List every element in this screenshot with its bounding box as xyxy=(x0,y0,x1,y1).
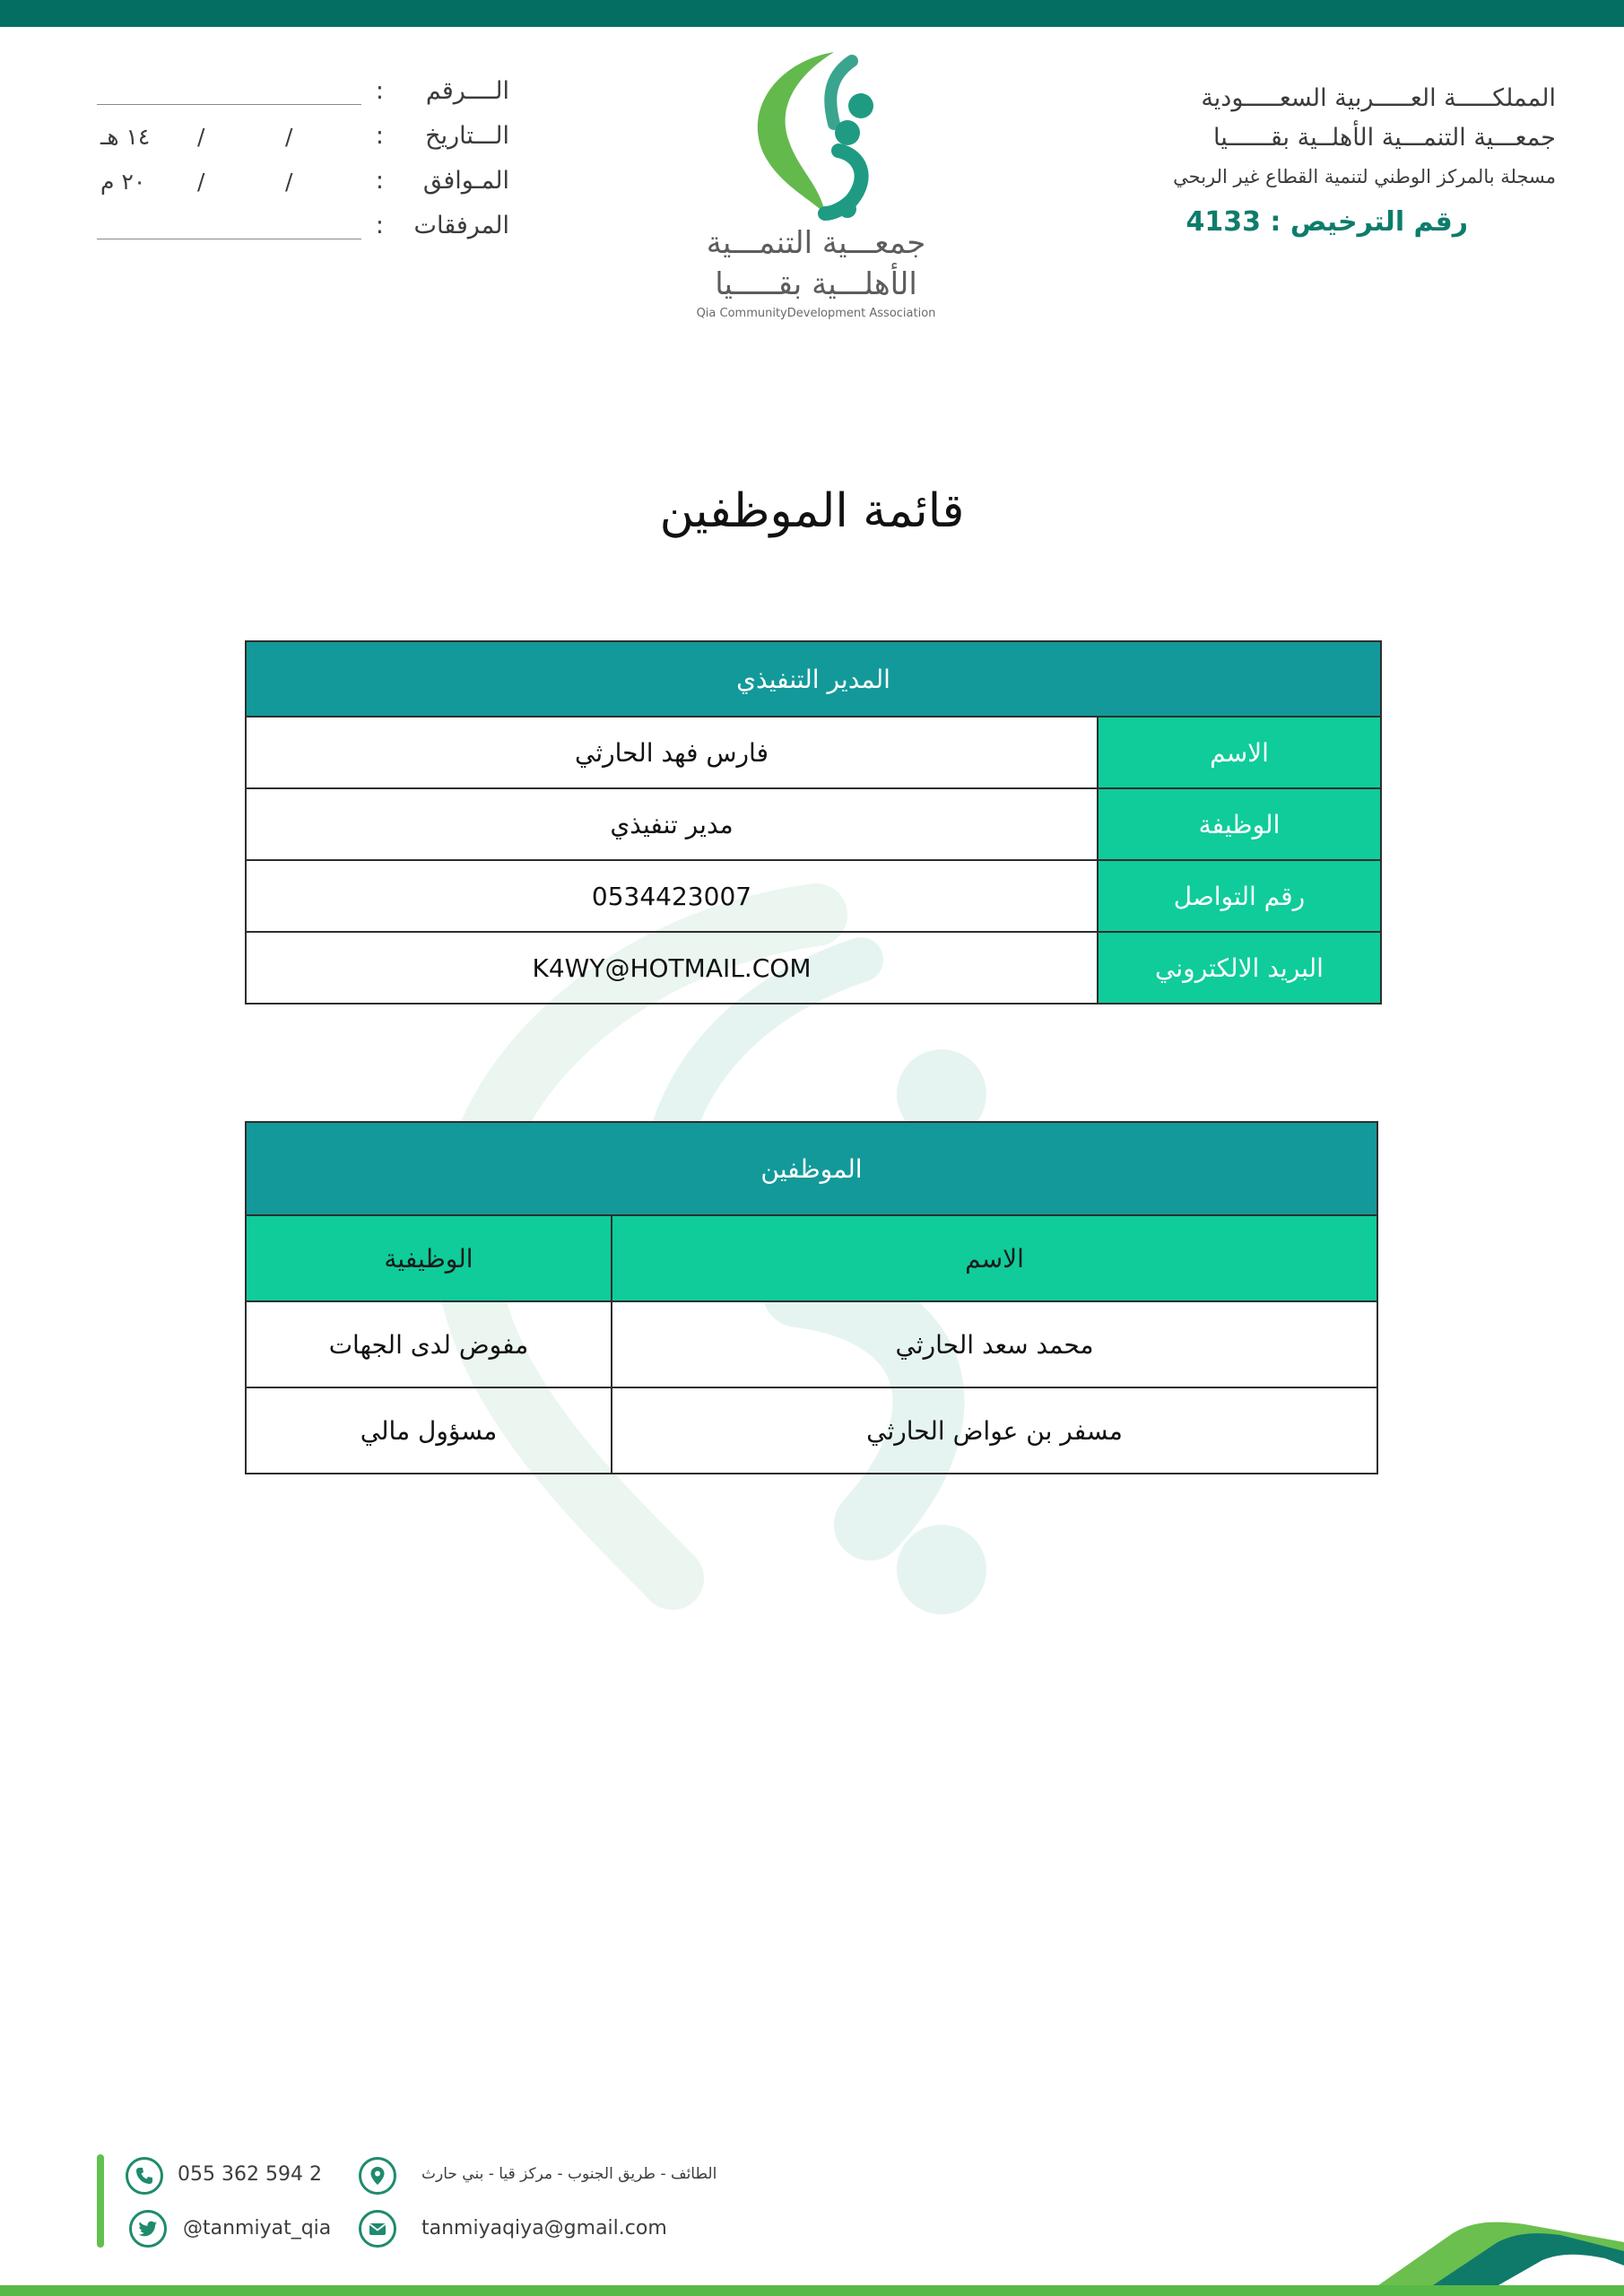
logo-leaf-icon xyxy=(726,43,906,222)
colon: : xyxy=(375,77,384,105)
footer-corner-decoration xyxy=(1345,2215,1624,2296)
email-icon xyxy=(359,2210,396,2248)
row-value: 0534423007 xyxy=(246,860,1098,932)
document-meta-fields xyxy=(97,72,509,251)
bottom-accent-bar xyxy=(0,2285,1624,2296)
association-name: جمعـــية التنمـــية الأهلــية بقــــــيا xyxy=(1213,124,1556,152)
date-slash: / xyxy=(197,169,205,195)
footer-phone: 055 362 594 2 xyxy=(178,2163,322,2186)
table-row xyxy=(246,1301,1377,1387)
director-table xyxy=(245,640,1382,1004)
date-slash: / xyxy=(285,169,293,195)
logo-text-line2: الأهلـــية بقـــــيا xyxy=(715,266,917,302)
attachments-label: المرفقات xyxy=(413,212,509,239)
employee-job: مسؤول مالي xyxy=(246,1387,612,1474)
date-label: الـــتاريخ xyxy=(425,122,509,150)
hijri-suffix: ١٤ هـ xyxy=(100,124,151,150)
row-label: رقم التواصل xyxy=(1098,860,1381,932)
row-value: K4WY@HOTMAIL.COM xyxy=(246,932,1098,1004)
colon: : xyxy=(375,122,384,150)
field-attachments xyxy=(97,206,509,251)
row-label: الاسم xyxy=(1098,717,1381,788)
footer-accent-bar xyxy=(97,2154,104,2248)
number-label: الــــرقم xyxy=(425,77,509,105)
column-header-name: الاسم xyxy=(612,1215,1377,1301)
kingdom-name: المملكـــــة العـــــربية السعـــــودية xyxy=(1201,84,1556,112)
field-number xyxy=(97,72,509,117)
date-slash: / xyxy=(285,124,293,150)
row-value: فارس فهد الحارثي xyxy=(246,717,1098,788)
number-line xyxy=(97,104,361,105)
footer-address: الطائف - طريق الجنوب - مركز قيا - بني حارث xyxy=(421,2165,717,2183)
date-slash: / xyxy=(197,124,205,150)
logo-text-english: Qia CommunityDevelopment Association xyxy=(696,307,936,320)
field-corresponding xyxy=(97,161,509,206)
twitter-icon xyxy=(129,2210,167,2248)
employee-name: مسفر بن عواض الحارثي xyxy=(612,1387,1377,1474)
top-accent-bar xyxy=(0,0,1624,27)
page-title: قائمة الموظفين xyxy=(659,484,965,538)
column-header-job: الوظيفية xyxy=(246,1215,612,1301)
table-row xyxy=(246,1387,1377,1474)
table-row xyxy=(246,788,1381,860)
license-number: رقم الترخيص : 4133 xyxy=(1185,206,1468,238)
field-date xyxy=(97,117,509,161)
employees-table xyxy=(245,1121,1378,1474)
row-label: الوظيفة xyxy=(1098,788,1381,860)
colon: : xyxy=(375,212,384,239)
registration-note: مسجلة بالمركز الوطني لتنمية القطاع غير الربحي xyxy=(1173,166,1556,187)
logo-text-line1: جمعـــية التنمـــية xyxy=(706,225,926,261)
phone-icon xyxy=(126,2157,163,2195)
employee-name: محمد سعد الحارثي xyxy=(612,1301,1377,1387)
row-value: مدير تنفيذي xyxy=(246,788,1098,860)
gregorian-suffix: ٢٠ م xyxy=(100,169,146,195)
table-row xyxy=(246,932,1381,1004)
location-icon xyxy=(359,2157,396,2195)
colon: : xyxy=(375,167,384,195)
footer-twitter: @tanmiyat_qia xyxy=(183,2217,332,2239)
association-logo xyxy=(682,43,951,339)
row-label: البريد الالكتروني xyxy=(1098,932,1381,1004)
employee-job: مفوض لدى الجهات xyxy=(246,1301,612,1387)
employees-table-header: الموظفين xyxy=(246,1122,1377,1215)
table-row xyxy=(246,717,1381,788)
table-row xyxy=(246,860,1381,932)
footer-email: tanmiyaqiya@gmail.com xyxy=(421,2217,667,2239)
org-header-right xyxy=(1090,79,1556,249)
director-table-header: المدير التنفيذي xyxy=(246,641,1381,717)
corresponding-label: المـوافق xyxy=(422,167,509,195)
